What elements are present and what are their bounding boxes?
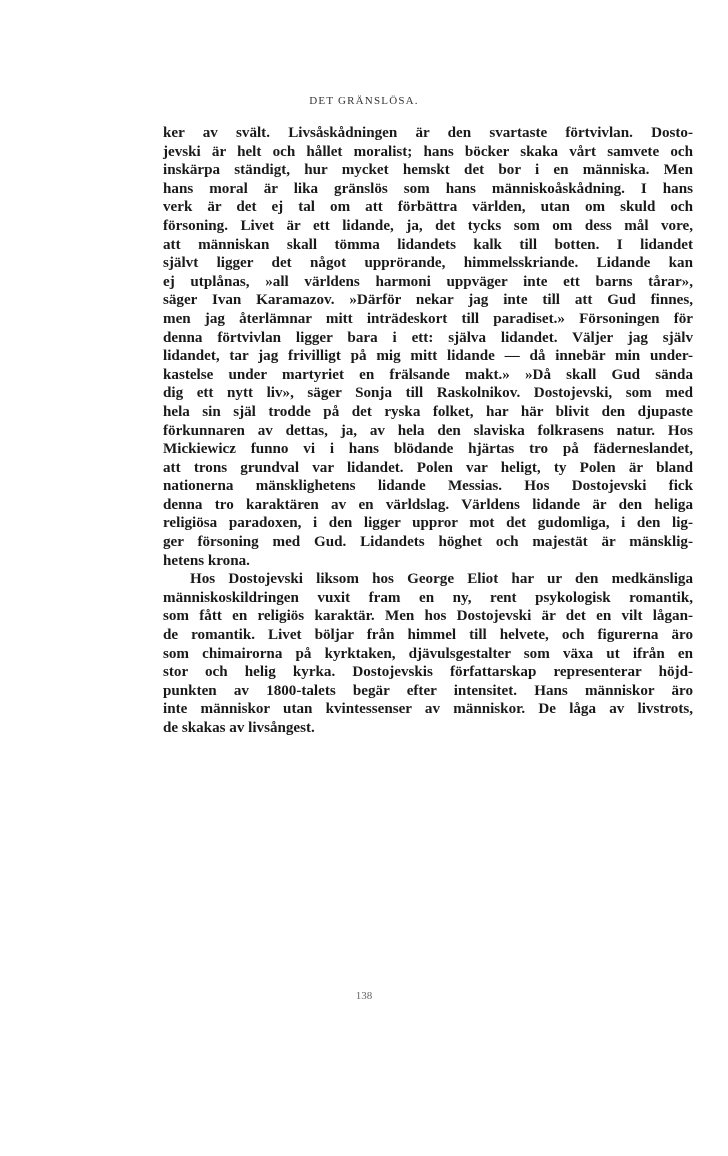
text-line: Hos Dostojevski liksom hos George Eliot har ur den medkänsliga <box>190 571 693 588</box>
text-line: de romantik. Livet böljar från himmel till helvete, och figurerna äro <box>163 627 693 644</box>
text-line: säger Ivan Karamazov. »Därför nekar jag inte till att Gud finnes, <box>163 292 693 309</box>
text-line: självt ligger det något upprörande, himmelsskriande. Lidande kan <box>163 255 693 272</box>
text-line: men jag återlämnar mitt inträdeskort till paradiset.» Försoningen för <box>163 310 693 327</box>
running-head: DET GRÄNSLÖSA. <box>309 95 419 107</box>
text-line: som chimairorna på kyrktaken, djävulsgestalter som växa ut ifrån en <box>163 645 693 662</box>
page-number: 138 <box>355 990 373 1002</box>
text-line: ker av svält. Livsåskådningen är den svartaste förtvivlan. Dosto- <box>163 125 693 141</box>
text-line: de skakas av livsångest. <box>163 720 315 736</box>
text-line: människoskildringen vuxit fram en ny, rent psykologisk romantik, <box>163 589 693 606</box>
text-line: dig ett nytt liv», säger Sonja till Raskolnikov. Dostojevski, som med <box>163 385 693 402</box>
text-line: att människan skall tömma lidandets kalk till botten. I lidandet <box>163 236 693 253</box>
text-line: kastelse under martyriet en frälsande makt.» »Då skall Gud sända <box>163 366 693 383</box>
text-line: denna förtvivlan ligger bara i ett: själva lidandet. Väljer jag själv <box>163 329 693 346</box>
text-line: hela sin själ trodde på det ryska folket, har här blivit den djupaste <box>163 403 693 420</box>
text-line: Mickiewicz funno vi i hans blödande hjärtas tro på fäderneslandet, <box>163 441 693 458</box>
text-line: inskärpa ständigt, hur mycket hemskt det bor i en människa. Men <box>163 162 693 179</box>
text-line: hetens krona. <box>163 552 250 569</box>
body-text <box>163 124 693 738</box>
text-line: inte människor utan kvintessenser av människor. De låga av livstrots, <box>163 701 693 718</box>
text-line: förkunnaren av dettas, ja, av hela den slaviska folkrasens natur. Hos <box>163 422 693 439</box>
text-line: hans moral är lika gränslös som hans människoåskådning. I hans <box>163 180 693 197</box>
text-line: ej utplånas, »all världens harmoni uppväger inte ett barns tårar», <box>163 273 693 290</box>
text-line: att trons grundval var lidandet. Polen var heligt, ty Polen är bland <box>163 459 693 476</box>
text-line: punkten av 1800-talets begär efter intensitet. Hans människor äro <box>163 682 693 699</box>
text-line: ger försoning med Gud. Lidandets höghet och majestät är mänsklig- <box>163 534 693 551</box>
text-line: religiösa paradoxen, i den ligger uppror mot det gudomliga, i den lig- <box>163 515 693 532</box>
text-line: verk är det ej tal om att förbättra världen, utan om skuld och <box>163 199 693 216</box>
text-line: lidandet, tar jag frivilligt på mig mitt lidande — då innebär min under- <box>163 348 693 365</box>
text-line: som fått en religiös karaktär. Men hos Dostojevski är det en vilt lågan- <box>163 608 693 625</box>
text-line: stor och helig kyrka. Dostojevskis författarskap representerar höjd- <box>163 664 693 681</box>
text-line: jevski är helt och hållet moralist; hans böcker skaka vårt samvete och <box>163 143 693 160</box>
text-line: nationerna mänsklighetens lidande Messias. Hos Dostojevski fick <box>163 478 693 495</box>
text-line: denna tro karaktären av en världslag. Världens lidande är den heliga <box>163 496 693 513</box>
paragraph-1 <box>163 124 693 570</box>
text-line: försoning. Livet är ett lidande, ja, det tycks som om dess mål vore, <box>163 217 693 234</box>
paragraph-2 <box>163 570 693 737</box>
